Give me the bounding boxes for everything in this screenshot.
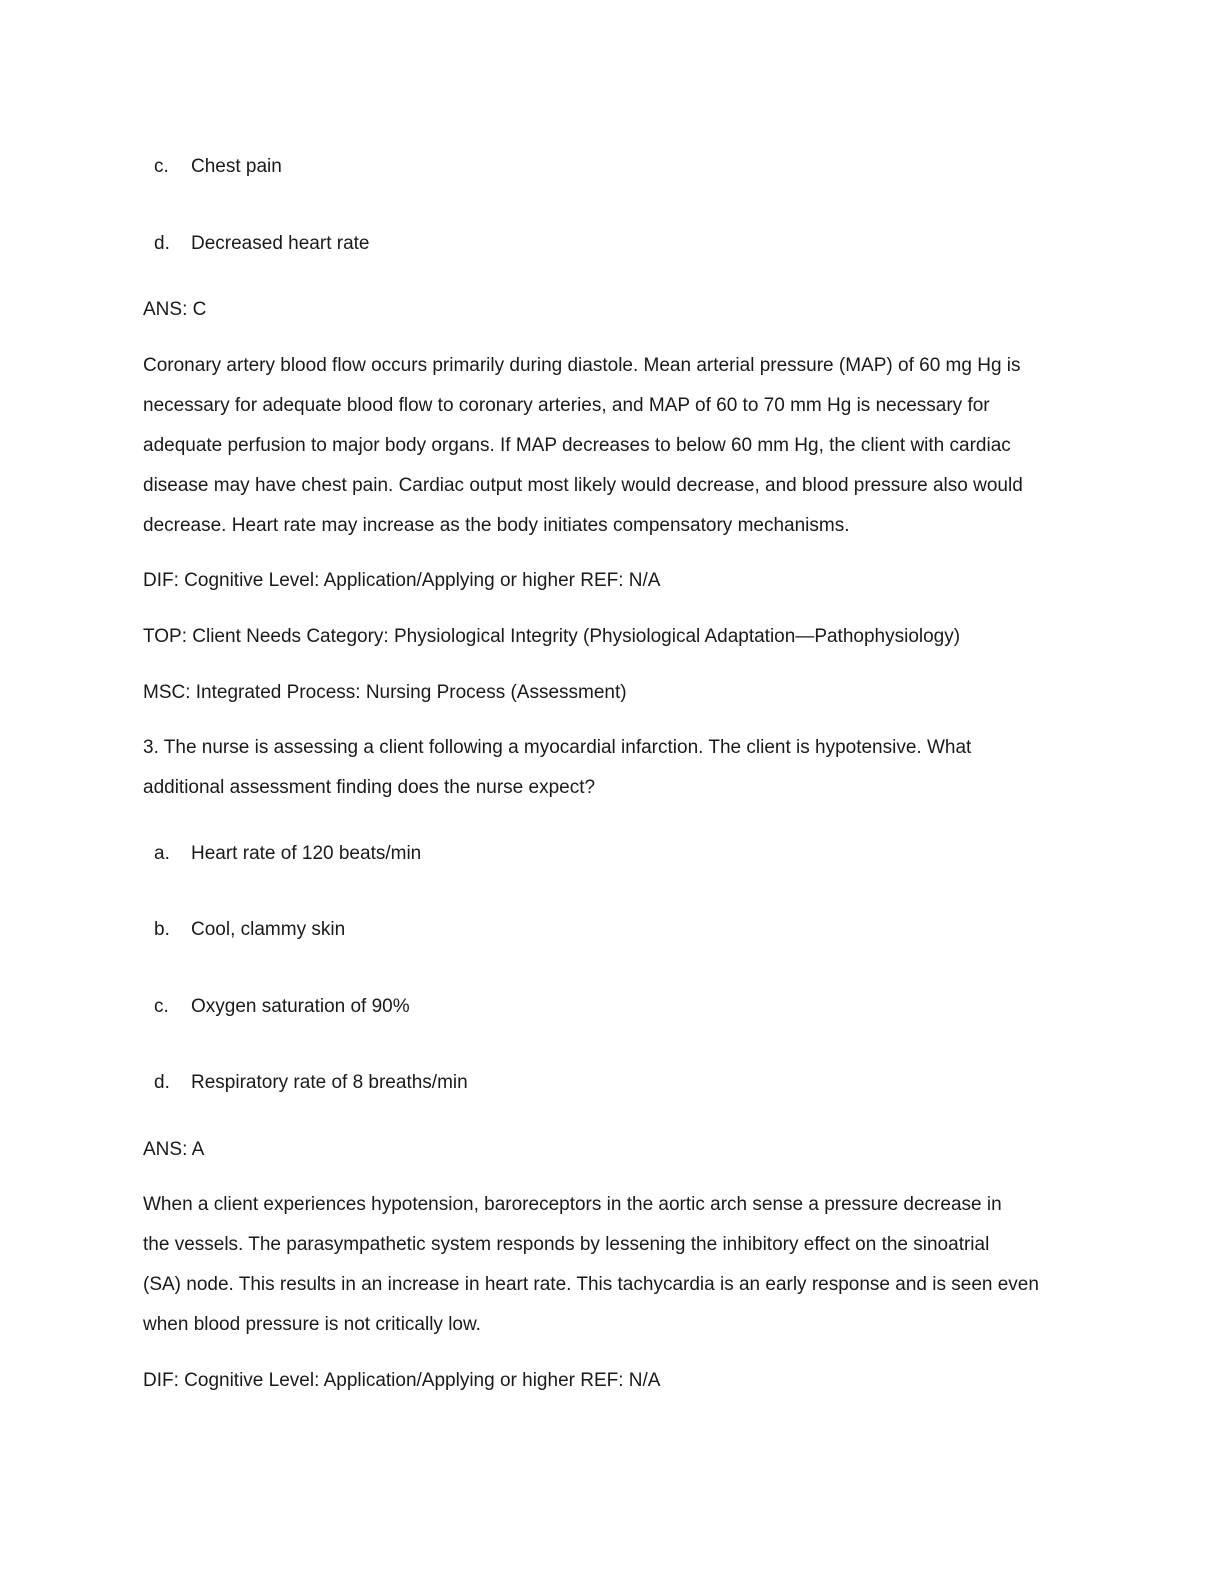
q2-dif: DIF: Cognitive Level: Application/Applying or higher REF: N/A (143, 570, 661, 591)
q2-rationale-line: necessary for adequate blood flow to coronary arteries, and MAP of 60 to 70 mm Hg is necessary for (143, 395, 990, 416)
q2-option-d-text: Decreased heart rate (191, 233, 370, 254)
q3-stem-line: 3. The nurse is assessing a client following a myocardial infarction. The client is hypotensive. What (143, 737, 972, 758)
q3-rationale-line: when blood pressure is not critically low. (143, 1314, 481, 1335)
q3-option-a-letter: a. (154, 843, 170, 864)
q2-msc: MSC: Integrated Process: Nursing Process (Assessment) (143, 682, 627, 703)
q3-option-c-text: Oxygen saturation of 90% (191, 996, 410, 1017)
q2-rationale-line: disease may have chest pain. Cardiac output most likely would decrease, and blood pressure also would (143, 475, 1023, 496)
q3-rationale-line: the vessels. The parasympathetic system responds by lessening the inhibitory effect on the sinoatrial (143, 1234, 990, 1255)
q2-rationale-line: Coronary artery blood flow occurs primarily during diastole. Mean arterial pressure (MAP) of 60 mg Hg is (143, 355, 1021, 376)
q3-stem-line: additional assessment finding does the nurse expect? (143, 777, 596, 798)
q2-answer: ANS: C (143, 299, 207, 320)
q3-option-b-text: Cool, clammy skin (191, 919, 346, 940)
q3-option-b-letter: b. (154, 919, 170, 940)
q3-answer: ANS: A (143, 1139, 205, 1160)
q2-option-d-letter: d. (154, 233, 170, 254)
q2-option-c-text: Chest pain (191, 156, 282, 177)
q3-option-d-letter: d. (154, 1072, 170, 1093)
q3-dif: DIF: Cognitive Level: Application/Applying or higher REF: N/A (143, 1370, 661, 1391)
q2-top: TOP: Client Needs Category: Physiological Integrity (Physiological Adaptation—Pathophysiology) (143, 626, 961, 647)
q2-rationale-line: decrease. Heart rate may increase as the body initiates compensatory mechanisms. (143, 515, 850, 536)
q3-option-a-text: Heart rate of 120 beats/min (191, 843, 422, 864)
q2-option-c-letter: c. (154, 156, 169, 177)
q2-rationale-line: adequate perfusion to major body organs. If MAP decreases to below 60 mm Hg, the client with cardiac (143, 435, 1011, 456)
q3-option-d-text: Respiratory rate of 8 breaths/min (191, 1072, 468, 1093)
q3-rationale-line: When a client experiences hypotension, baroreceptors in the aortic arch sense a pressure decrease in (143, 1194, 1002, 1215)
q3-rationale-line: (SA) node. This results in an increase in heart rate. This tachycardia is an early response and is seen even (143, 1274, 1039, 1295)
q3-option-c-letter: c. (154, 996, 169, 1017)
